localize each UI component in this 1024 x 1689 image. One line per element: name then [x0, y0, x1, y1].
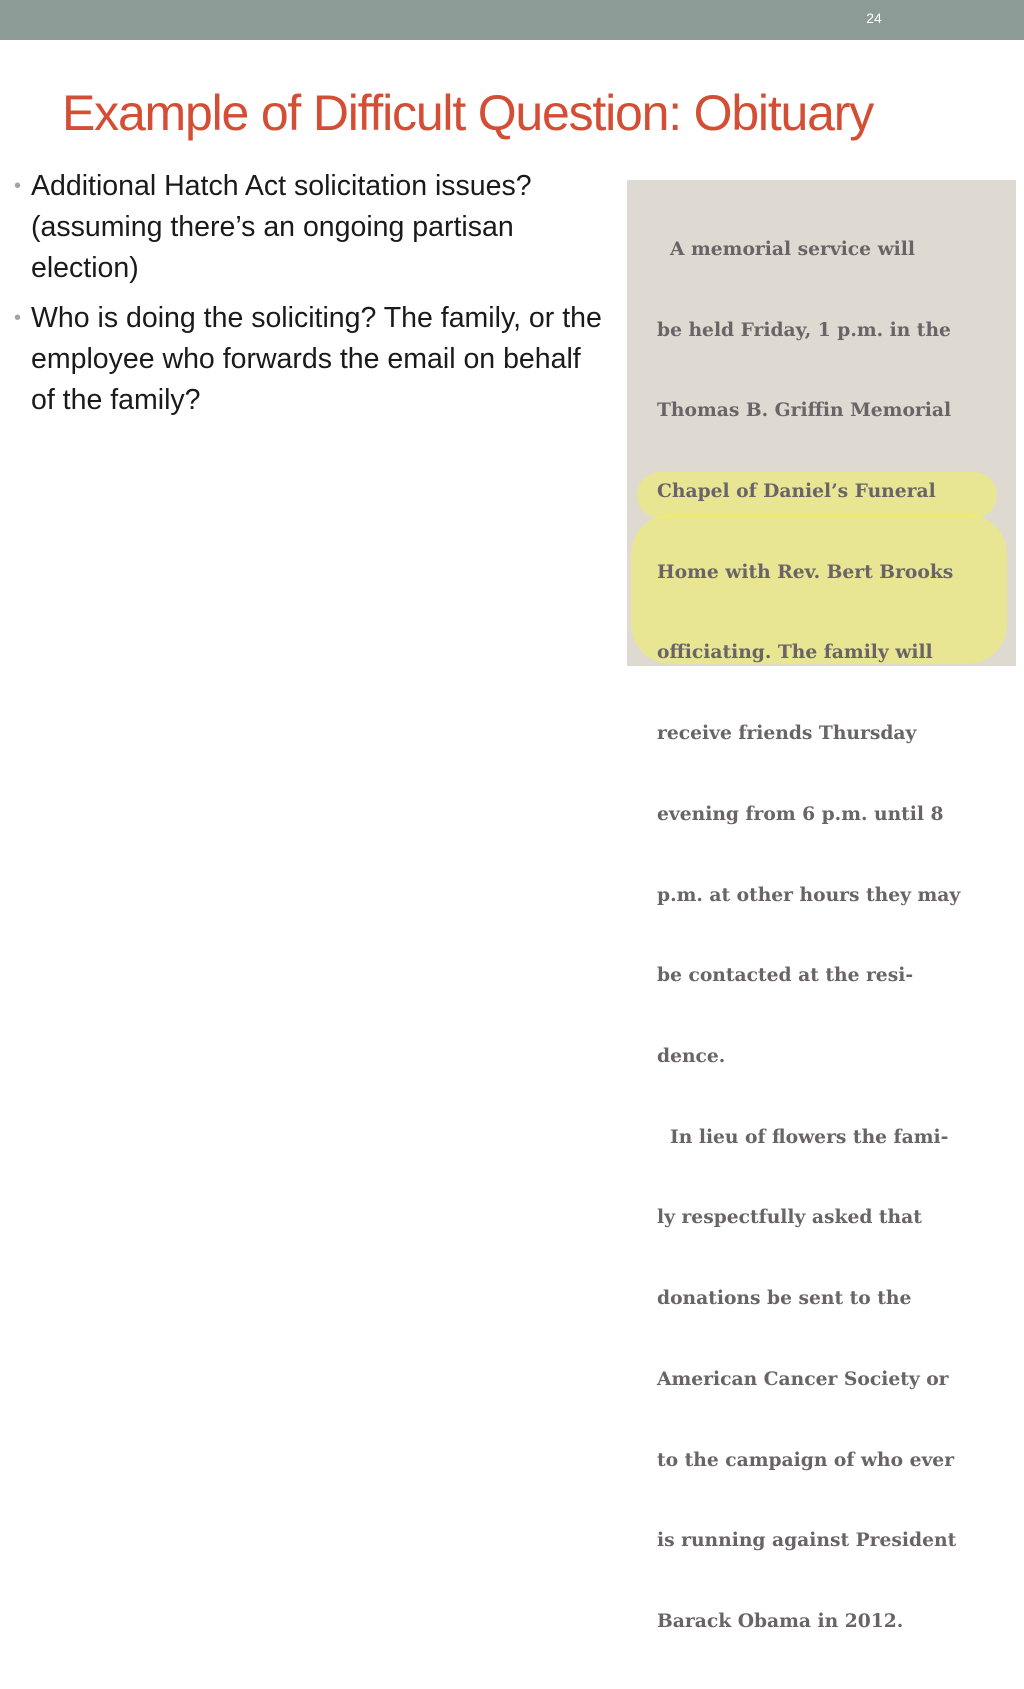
obituary-text	[657, 182, 997, 1689]
clipping-line: receive friends Thursday	[657, 722, 917, 745]
clipping-line: In lieu of flowers the fami-	[657, 1125, 949, 1148]
clipping-line: evening from 6 p.m. until 8	[657, 802, 944, 825]
clipping-line: donations be sent to the	[657, 1287, 912, 1310]
clipping-line: American Cancer Society or	[657, 1367, 949, 1390]
slide-number: 24	[866, 10, 882, 26]
bullet-list	[12, 166, 612, 430]
bullet-text: Who is doing the soliciting? The family, or the employee who forwards the email on behalf of the family?	[31, 302, 602, 416]
obituary-clipping-image	[627, 180, 1016, 1633]
clipping-line: p.m. at other hours they may	[657, 883, 961, 906]
clipping-line: is running against President	[657, 1529, 957, 1552]
clipping-line: Home with Rev. Bert Brooks	[657, 560, 954, 583]
clipping-line: Chapel of Daniel’s Funeral	[657, 479, 936, 502]
clipping-line: dence.	[657, 1045, 726, 1067]
clipping-line: be held Friday, 1 p.m. in the	[657, 318, 951, 341]
bullet-text: Additional Hatch Act solicitation issues? (assuming there’s an ongoing partisan election)	[31, 170, 532, 284]
bullet-item	[12, 298, 612, 421]
clipping-line: Barack Obama in 2012.	[657, 1610, 904, 1633]
clipping-line: ly respectfully asked that	[657, 1206, 922, 1229]
clipping-line: to the campaign of who ever	[657, 1448, 955, 1471]
clipping-line: officiating. The family will	[657, 641, 933, 664]
clipping-line: Thomas B. Griffin Memorial	[657, 399, 952, 422]
clipping-line: be contacted at the resi-	[657, 964, 914, 987]
slide-title: Example of Difficult Question: Obituary	[62, 85, 873, 141]
clipping-line: A memorial service will	[657, 237, 915, 260]
bullet-dot-icon: •	[14, 307, 22, 329]
bullet-dot-icon: •	[14, 175, 22, 197]
bullet-item	[12, 166, 612, 289]
